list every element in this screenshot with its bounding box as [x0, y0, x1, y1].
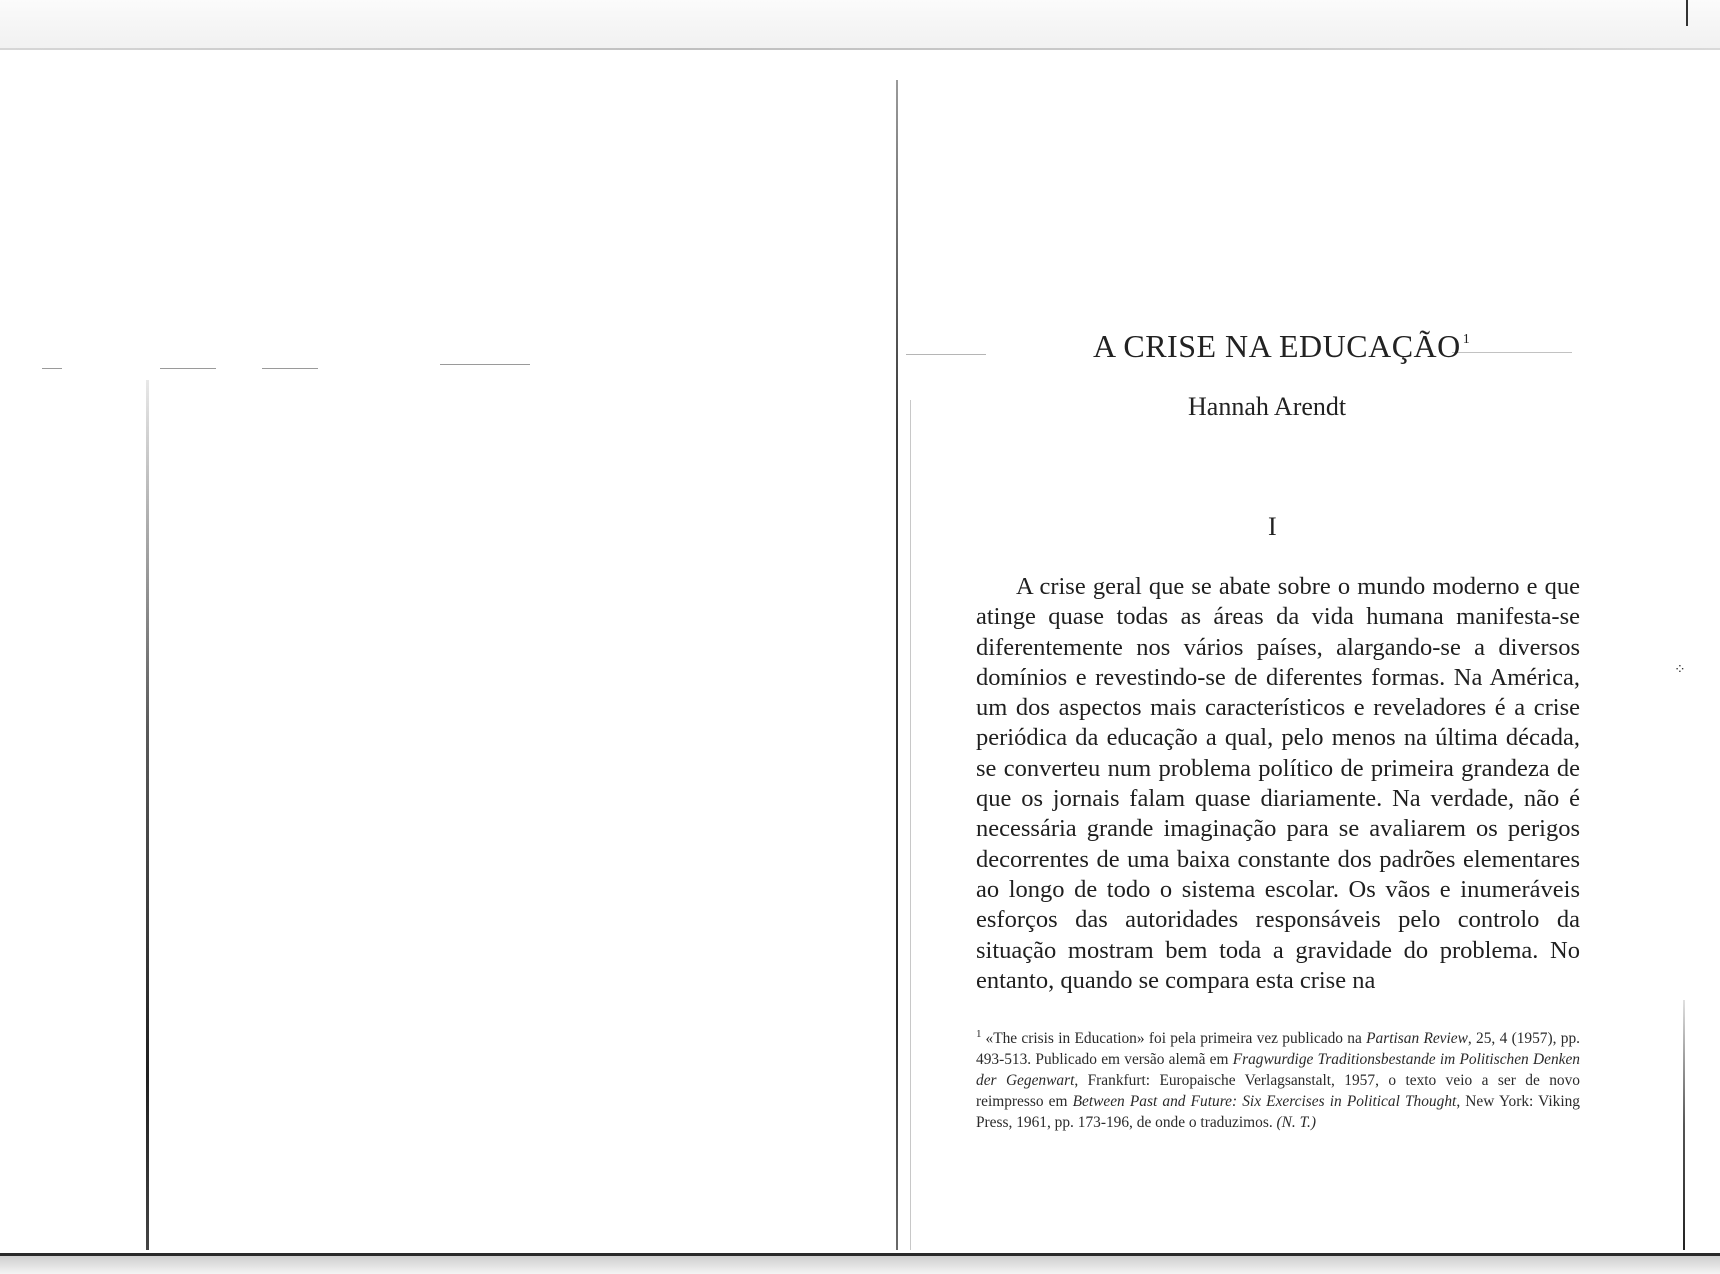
footnote-german-title: Fragwurdige Traditionsbestande im Politischen Denken der Gegenwart — [976, 1051, 1580, 1089]
footnote-translator-tag: (N. T.) — [1276, 1114, 1316, 1131]
scan-speck — [440, 364, 530, 365]
book-spine — [896, 80, 898, 1250]
author-name: Hannah Arendt — [1188, 392, 1347, 421]
chapter-title — [1093, 328, 1470, 365]
footnote-text-3: , Frankfurt: Europaische Verlagsanstalt, 1957, o texto veio a ser de novo reimpresso em — [976, 1072, 1580, 1110]
scan-speck — [160, 368, 216, 369]
footnote-text-1: «The crisis in Education» foi pela primeira vez publicado na — [985, 1030, 1367, 1047]
scan-top-edge — [0, 48, 1720, 50]
footnote-english-title: Between Past and Future: Six Exercises in Political Thought — [1072, 1093, 1457, 1110]
scan-speck — [42, 368, 62, 369]
chapter-title-text: A CRISE NA EDUCAÇÃO — [1093, 328, 1461, 364]
footnote — [976, 1024, 1580, 1133]
book-spine-shadow — [910, 400, 911, 1250]
margin-mark: ⁘ — [1674, 662, 1686, 678]
footnote-journal: Partisan Review — [1366, 1030, 1468, 1047]
left-page-edge — [146, 380, 149, 1250]
body-paragraph: A crise geral que se abate sobre o mundo moderno e que atinge quase todas as áreas da vida humana manifesta-se diferentemente nos vários países, alargando-se a diversos domínios e revestindo-se de diferentes formas. Na América, um dos aspectos mais característicos e reveladores é a crise periódica da educação a qual, pelo menos na última década, se converteu num problema político de primeira grandeza de que os jornais falam quase diariamente. Na verdade, não é necessária grande imaginação para se avaliarem os perigos decorrentes de uma baixa constante dos padrões elementares ao longo de todo o sistema escolar. Os vãos e inumeráveis esforços das autoridades responsáveis pelo controlo da situação mostram bem toda a gravidade do problema. No entanto, quando se compara esta crise na — [976, 573, 1580, 994]
footnote-text-2: , 25, 4 (1957), pp. 493-513. Publicado em versão alemã em — [976, 1030, 1580, 1068]
scan-bottom-shadow — [0, 1256, 1720, 1274]
scan-speck — [262, 368, 318, 369]
scan-speck — [906, 354, 986, 355]
right-page-edge-bottom — [1683, 1000, 1685, 1250]
scan-top-shadow — [0, 0, 1720, 48]
right-page-edge-top — [1686, 0, 1688, 26]
section-number: I — [1268, 512, 1277, 541]
title-footnote-mark: 1 — [1462, 332, 1471, 347]
footnote-mark: 1 — [976, 1028, 982, 1040]
footnote-text-4: , New York: Viking Press, 1961, pp. 173-196, de onde o traduzimos. — [976, 1093, 1581, 1131]
